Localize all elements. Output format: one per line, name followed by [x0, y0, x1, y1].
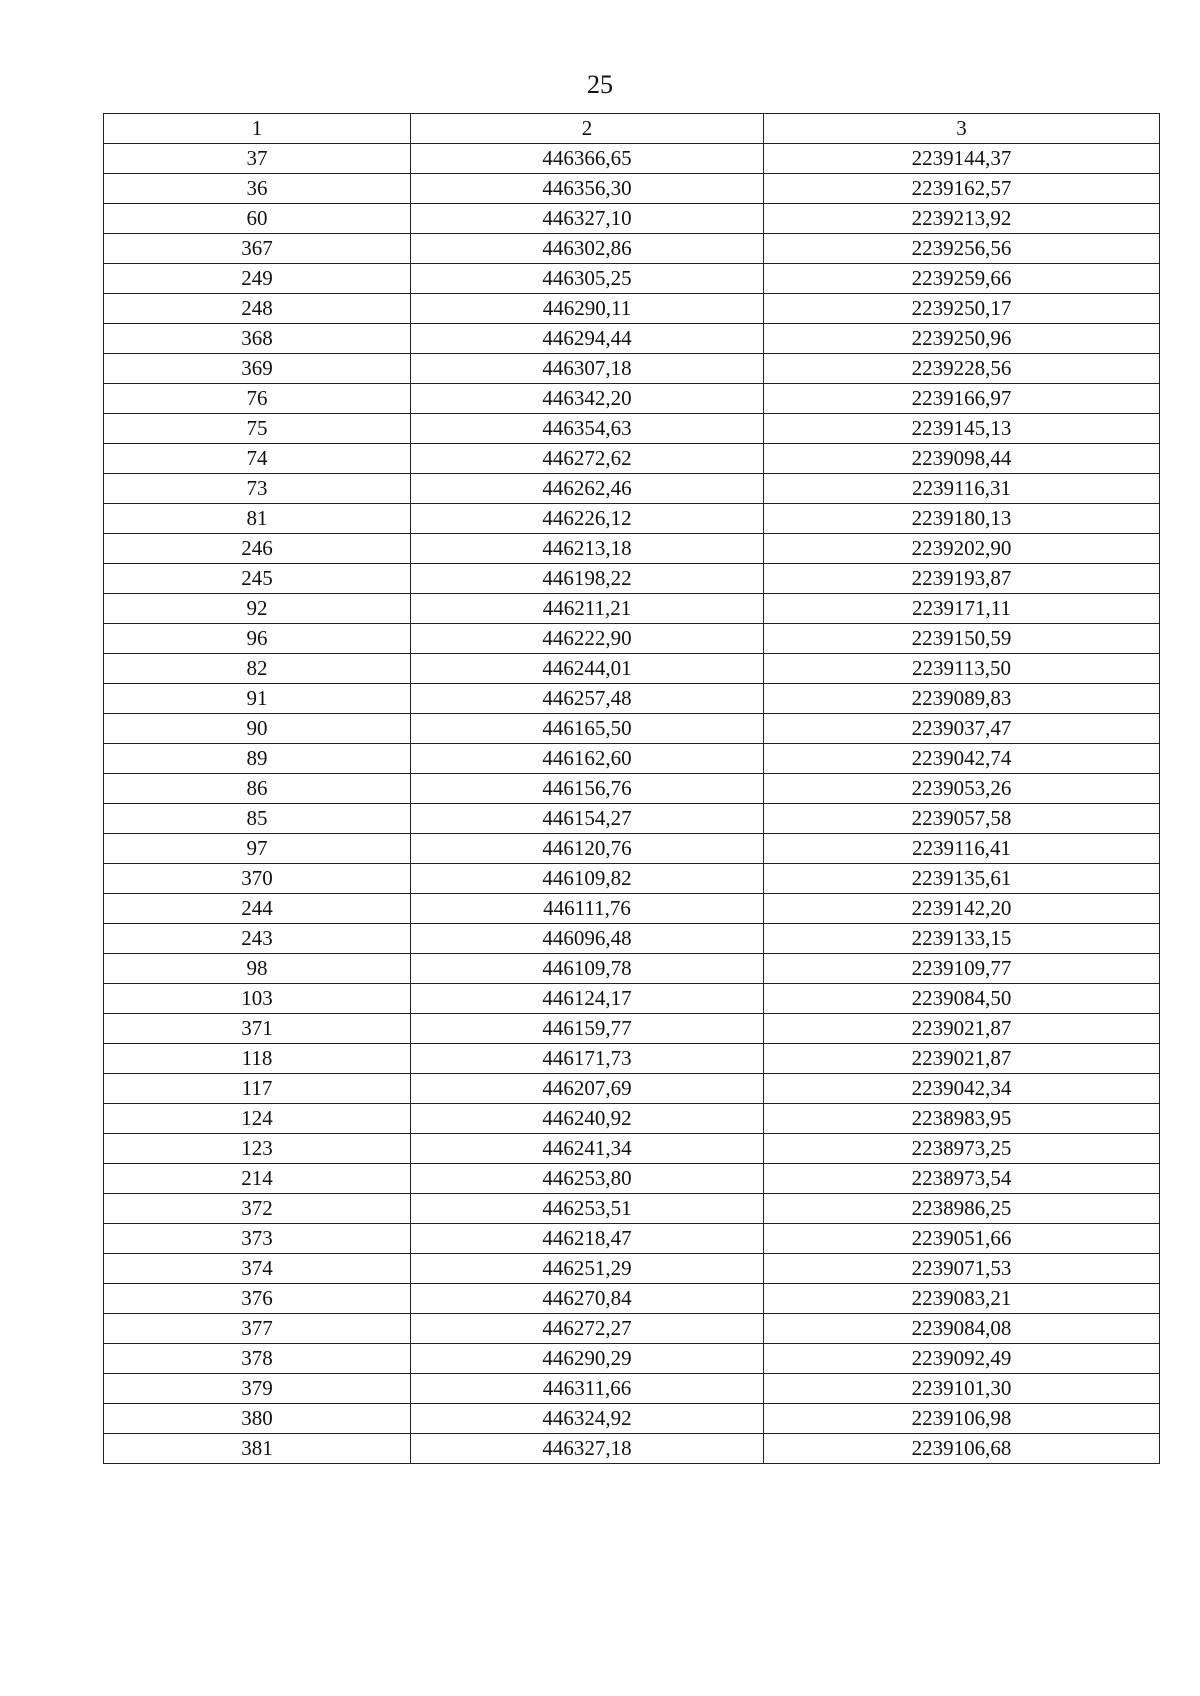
y-coordinate-cell: 2239109,77	[764, 954, 1160, 984]
y-coordinate-cell: 2239144,37	[764, 144, 1160, 174]
table-row	[104, 654, 1160, 684]
x-coordinate-cell: 446366,65	[411, 144, 764, 174]
y-coordinate-cell: 2239213,92	[764, 204, 1160, 234]
y-coordinate-cell: 2239113,50	[764, 654, 1160, 684]
y-coordinate-cell: 2239042,34	[764, 1074, 1160, 1104]
table-row	[104, 1224, 1160, 1254]
table-row	[104, 804, 1160, 834]
x-coordinate-cell: 446096,48	[411, 924, 764, 954]
x-coordinate-cell: 446327,18	[411, 1434, 764, 1464]
table-row	[104, 1404, 1160, 1434]
point-number-cell: 82	[104, 654, 411, 684]
y-coordinate-cell: 2238983,95	[764, 1104, 1160, 1134]
y-coordinate-cell: 2239256,56	[764, 234, 1160, 264]
x-coordinate-cell: 446257,48	[411, 684, 764, 714]
point-number-cell: 243	[104, 924, 411, 954]
point-number-cell: 60	[104, 204, 411, 234]
y-coordinate-cell: 2239057,58	[764, 804, 1160, 834]
table-row	[104, 834, 1160, 864]
y-coordinate-cell: 2239051,66	[764, 1224, 1160, 1254]
point-number-cell: 90	[104, 714, 411, 744]
x-coordinate-cell: 446272,27	[411, 1314, 764, 1344]
y-coordinate-cell: 2239135,61	[764, 864, 1160, 894]
y-coordinate-cell: 2239162,57	[764, 174, 1160, 204]
table-row	[104, 984, 1160, 1014]
x-coordinate-cell: 446124,17	[411, 984, 764, 1014]
x-coordinate-cell: 446262,46	[411, 474, 764, 504]
table-row	[104, 714, 1160, 744]
point-number-cell: 376	[104, 1284, 411, 1314]
y-coordinate-cell: 2239083,21	[764, 1284, 1160, 1314]
table-row	[104, 444, 1160, 474]
y-coordinate-cell: 2239042,74	[764, 744, 1160, 774]
y-coordinate-cell: 2239250,96	[764, 324, 1160, 354]
point-number-cell: 369	[104, 354, 411, 384]
x-coordinate-cell: 446109,82	[411, 864, 764, 894]
table-row	[104, 1374, 1160, 1404]
table-row	[104, 1044, 1160, 1074]
x-coordinate-cell: 446218,47	[411, 1224, 764, 1254]
y-coordinate-cell: 2239171,11	[764, 594, 1160, 624]
point-number-cell: 374	[104, 1254, 411, 1284]
y-coordinate-cell: 2238973,54	[764, 1164, 1160, 1194]
x-coordinate-cell: 446226,12	[411, 504, 764, 534]
y-coordinate-cell: 2238973,25	[764, 1134, 1160, 1164]
table-row	[104, 1344, 1160, 1374]
y-coordinate-cell: 2239098,44	[764, 444, 1160, 474]
x-coordinate-cell: 446324,92	[411, 1404, 764, 1434]
point-number-cell: 118	[104, 1044, 411, 1074]
y-coordinate-cell: 2239202,90	[764, 534, 1160, 564]
table-row	[104, 234, 1160, 264]
table-row	[104, 624, 1160, 654]
column-header-3: 3	[764, 114, 1160, 144]
point-number-cell: 81	[104, 504, 411, 534]
table-body	[104, 144, 1160, 1464]
x-coordinate-cell: 446290,29	[411, 1344, 764, 1374]
x-coordinate-cell: 446311,66	[411, 1374, 764, 1404]
table-row	[104, 354, 1160, 384]
table-row	[104, 1194, 1160, 1224]
point-number-cell: 367	[104, 234, 411, 264]
x-coordinate-cell: 446253,51	[411, 1194, 764, 1224]
y-coordinate-cell: 2239037,47	[764, 714, 1160, 744]
table-row	[104, 1014, 1160, 1044]
point-number-cell: 89	[104, 744, 411, 774]
table-row	[104, 924, 1160, 954]
y-coordinate-cell: 2239021,87	[764, 1014, 1160, 1044]
x-coordinate-cell: 446272,62	[411, 444, 764, 474]
y-coordinate-cell: 2239150,59	[764, 624, 1160, 654]
table-row	[104, 144, 1160, 174]
point-number-cell: 117	[104, 1074, 411, 1104]
y-coordinate-cell: 2239089,83	[764, 684, 1160, 714]
point-number-cell: 372	[104, 1194, 411, 1224]
table-row	[104, 504, 1160, 534]
x-coordinate-cell: 446241,34	[411, 1134, 764, 1164]
point-number-cell: 103	[104, 984, 411, 1014]
table-row	[104, 564, 1160, 594]
point-number-cell: 379	[104, 1374, 411, 1404]
table-row	[104, 1434, 1160, 1464]
point-number-cell: 76	[104, 384, 411, 414]
point-number-cell: 75	[104, 414, 411, 444]
x-coordinate-cell: 446290,11	[411, 294, 764, 324]
y-coordinate-cell: 2239053,26	[764, 774, 1160, 804]
x-coordinate-cell: 446302,86	[411, 234, 764, 264]
point-number-cell: 74	[104, 444, 411, 474]
point-number-cell: 214	[104, 1164, 411, 1194]
x-coordinate-cell: 446253,80	[411, 1164, 764, 1194]
y-coordinate-cell: 2239259,66	[764, 264, 1160, 294]
x-coordinate-cell: 446207,69	[411, 1074, 764, 1104]
y-coordinate-cell: 2239092,49	[764, 1344, 1160, 1374]
y-coordinate-cell: 2239193,87	[764, 564, 1160, 594]
column-header-2: 2	[411, 114, 764, 144]
x-coordinate-cell: 446342,20	[411, 384, 764, 414]
x-coordinate-cell: 446244,01	[411, 654, 764, 684]
table-row	[104, 1074, 1160, 1104]
table-row	[104, 204, 1160, 234]
y-coordinate-cell: 2239071,53	[764, 1254, 1160, 1284]
y-coordinate-cell: 2239116,31	[764, 474, 1160, 504]
table-row	[104, 1254, 1160, 1284]
x-coordinate-cell: 446162,60	[411, 744, 764, 774]
x-coordinate-cell: 446305,25	[411, 264, 764, 294]
x-coordinate-cell: 446356,30	[411, 174, 764, 204]
table-row	[104, 774, 1160, 804]
point-number-cell: 377	[104, 1314, 411, 1344]
point-number-cell: 37	[104, 144, 411, 174]
y-coordinate-cell: 2238986,25	[764, 1194, 1160, 1224]
y-coordinate-cell: 2239166,97	[764, 384, 1160, 414]
table-row	[104, 954, 1160, 984]
table-row	[104, 744, 1160, 774]
x-coordinate-cell: 446109,78	[411, 954, 764, 984]
x-coordinate-cell: 446159,77	[411, 1014, 764, 1044]
y-coordinate-cell: 2239106,68	[764, 1434, 1160, 1464]
x-coordinate-cell: 446354,63	[411, 414, 764, 444]
point-number-cell: 248	[104, 294, 411, 324]
y-coordinate-cell: 2239084,50	[764, 984, 1160, 1014]
point-number-cell: 96	[104, 624, 411, 654]
x-coordinate-cell: 446211,21	[411, 594, 764, 624]
table-row	[104, 324, 1160, 354]
point-number-cell: 249	[104, 264, 411, 294]
point-number-cell: 244	[104, 894, 411, 924]
point-number-cell: 86	[104, 774, 411, 804]
point-number-cell: 91	[104, 684, 411, 714]
point-number-cell: 373	[104, 1224, 411, 1254]
point-number-cell: 380	[104, 1404, 411, 1434]
x-coordinate-cell: 446307,18	[411, 354, 764, 384]
table-row	[104, 174, 1160, 204]
x-coordinate-cell: 446327,10	[411, 204, 764, 234]
table-row	[104, 1314, 1160, 1344]
y-coordinate-cell: 2239180,13	[764, 504, 1160, 534]
point-number-cell: 97	[104, 834, 411, 864]
y-coordinate-cell: 2239142,20	[764, 894, 1160, 924]
point-number-cell: 246	[104, 534, 411, 564]
table-row	[104, 1284, 1160, 1314]
y-coordinate-cell: 2239021,87	[764, 1044, 1160, 1074]
page-number: 25	[587, 70, 613, 99]
point-number-cell: 124	[104, 1104, 411, 1134]
point-number-cell: 381	[104, 1434, 411, 1464]
x-coordinate-cell: 446171,73	[411, 1044, 764, 1074]
table-row	[104, 864, 1160, 894]
y-coordinate-cell: 2239133,15	[764, 924, 1160, 954]
table-row	[104, 594, 1160, 624]
table-row	[104, 534, 1160, 564]
y-coordinate-cell: 2239084,08	[764, 1314, 1160, 1344]
table-row	[104, 384, 1160, 414]
x-coordinate-cell: 446270,84	[411, 1284, 764, 1314]
x-coordinate-cell: 446156,76	[411, 774, 764, 804]
coordinates-table	[103, 113, 1160, 1464]
x-coordinate-cell: 446154,27	[411, 804, 764, 834]
point-number-cell: 92	[104, 594, 411, 624]
y-coordinate-cell: 2239250,17	[764, 294, 1160, 324]
y-coordinate-cell: 2239116,41	[764, 834, 1160, 864]
point-number-cell: 368	[104, 324, 411, 354]
table-row	[104, 894, 1160, 924]
point-number-cell: 85	[104, 804, 411, 834]
y-coordinate-cell: 2239228,56	[764, 354, 1160, 384]
x-coordinate-cell: 446120,76	[411, 834, 764, 864]
x-coordinate-cell: 446294,44	[411, 324, 764, 354]
x-coordinate-cell: 446198,22	[411, 564, 764, 594]
table-header	[104, 114, 1160, 144]
x-coordinate-cell: 446111,76	[411, 894, 764, 924]
header-row	[104, 114, 1160, 144]
table-row	[104, 264, 1160, 294]
table-row	[104, 474, 1160, 504]
point-number-cell: 378	[104, 1344, 411, 1374]
table-row	[104, 1104, 1160, 1134]
x-coordinate-cell: 446165,50	[411, 714, 764, 744]
x-coordinate-cell: 446222,90	[411, 624, 764, 654]
table-row	[104, 414, 1160, 444]
point-number-cell: 36	[104, 174, 411, 204]
point-number-cell: 371	[104, 1014, 411, 1044]
column-header-1: 1	[104, 114, 411, 144]
x-coordinate-cell: 446251,29	[411, 1254, 764, 1284]
x-coordinate-cell: 446213,18	[411, 534, 764, 564]
point-number-cell: 98	[104, 954, 411, 984]
point-number-cell: 123	[104, 1134, 411, 1164]
y-coordinate-cell: 2239106,98	[764, 1404, 1160, 1434]
point-number-cell: 245	[104, 564, 411, 594]
y-coordinate-cell: 2239145,13	[764, 414, 1160, 444]
point-number-cell: 73	[104, 474, 411, 504]
table-row	[104, 684, 1160, 714]
y-coordinate-cell: 2239101,30	[764, 1374, 1160, 1404]
x-coordinate-cell: 446240,92	[411, 1104, 764, 1134]
table-row	[104, 1164, 1160, 1194]
point-number-cell: 370	[104, 864, 411, 894]
table-row	[104, 294, 1160, 324]
table-row	[104, 1134, 1160, 1164]
